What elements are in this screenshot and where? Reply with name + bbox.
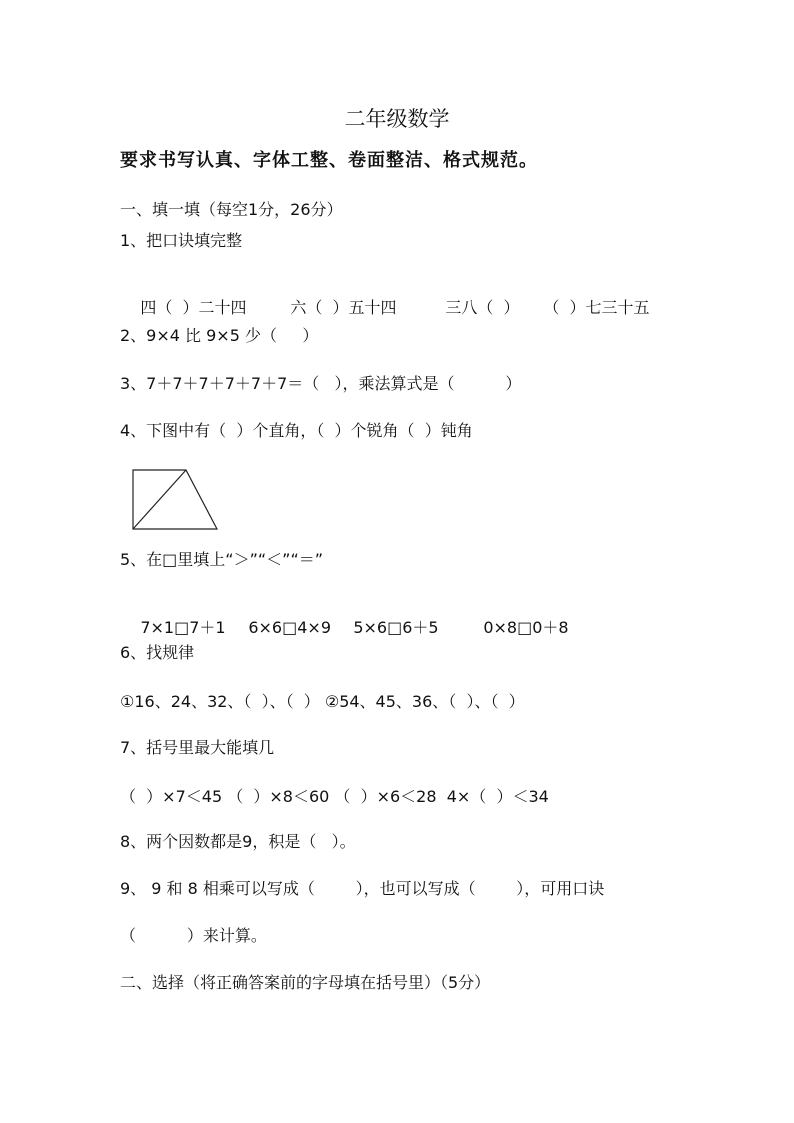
q9-line1: 9、 9 和 8 相乘可以写成（ ），也可以写成（ ），可用口诀: [120, 879, 605, 898]
q1-item: （ ）七三十五: [543, 298, 650, 317]
q4-text: 4、下图中有（ ）个直角，（ ）个锐角（ ）钝角: [120, 421, 473, 440]
section2-heading: 二、选择（将正确答案前的字母填在括号里）（5分）: [120, 973, 491, 992]
q1-item: 四（ ）二十四: [140, 298, 247, 317]
trapezoid-outline: [133, 470, 217, 529]
diagonal-line: [133, 470, 186, 529]
requirement-text: 要求书写认真、字体工整、卷面整洁、格式规范。: [120, 150, 538, 171]
q9-line2: （ ）来计算。: [120, 926, 267, 945]
q6-text: ①16、24、32、（ ）、（ ） ②54、45、36、（ ）、（ ）: [120, 692, 525, 711]
q2-text: 2、9×4 比 9×5 少（ ）: [120, 326, 319, 345]
q3-text: 3、7＋7＋7＋7＋7＋7＝（ ），乘法算式是（ ）: [120, 374, 522, 393]
q5-item: 0×8□0＋8: [483, 618, 569, 637]
page-title: 二年级数学: [344, 107, 450, 131]
q5-label: 5、在□里填上“＞”“＜”“＝”: [120, 550, 324, 569]
q1-item: 三八（ ）: [445, 298, 520, 317]
q7-text: （ ）×7＜45 （ ）×8＜60 （ ）×6＜28 4×（ ）＜34: [120, 787, 549, 806]
q6-label: 6、找规律: [120, 643, 195, 662]
q1-label: 1、把口诀填完整: [120, 231, 243, 250]
q5-item: 7×1□7＋1: [140, 618, 226, 637]
q5-item: 6×6□4×9: [248, 618, 331, 637]
q8-text: 8、两个因数都是9，积是（ ）。: [120, 832, 356, 851]
q1-item: 六（ ）五十四: [290, 298, 397, 317]
section1-heading: 一、填一填（每空1分，26分）: [120, 200, 343, 219]
triangle-trapezoid-figure: [131, 468, 221, 532]
q7-label: 7、括号里最大能填几: [120, 738, 275, 757]
q5-item: 5×6□6＋5: [353, 618, 439, 637]
